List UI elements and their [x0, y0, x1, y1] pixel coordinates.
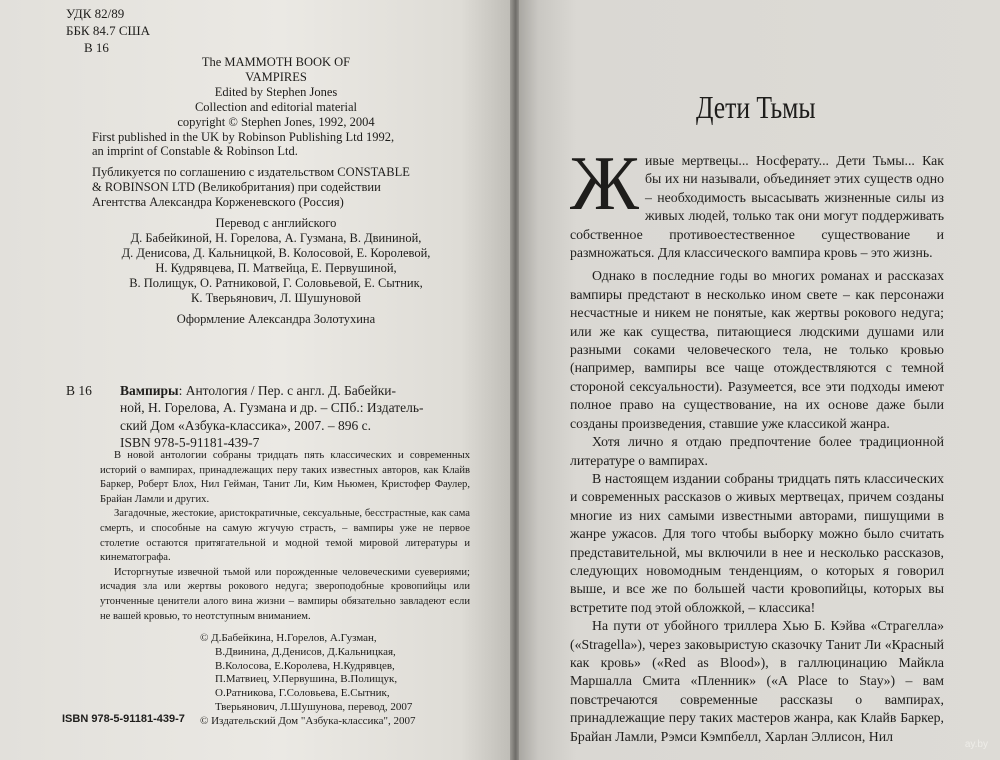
agreement-line: Публикуется по соглашению с издательством CONSTABLE	[92, 165, 410, 180]
translation-line: В. Полищук, О. Ратниковой, Г. Соловьевой, Е. Сытник,	[129, 275, 423, 290]
translation-line: Д. Денисова, Д. Кальницкой, В. Колосовой, Е. Королевой,	[121, 245, 431, 260]
first-published-line: an imprint of Constable & Robinson Ltd.	[92, 144, 298, 159]
watermark: ay.by	[964, 739, 988, 750]
imprint-title-line: Collection and editorial material	[194, 99, 358, 114]
chapter-paragraph: На пути от убойного триллера Хью Б. Кэйва «Страгелла» («Stragella»), через заковыристую сказочку Танит Ли «Красный как кровь» («Red as Blood»), в галлюцинацию Майкла Маршалла Смита «Пленник» («A Place to Stay») – вам повстречаются современные рассказы о вампирах, принадлежащие перу таких мастеров жанра, как Клайв Баркер, Брайан Ламли, Рэмси Кэмпбелл, Харлан Эллисон, Нил	[570, 618, 944, 744]
annotation-paragraph: Исторгнутые извечной тьмой или порожденные человеческими суевериями; исчадия зла или жертвы рокового недуга; звероподобные кровопийцы или утонченные ценители алого вина жизни – вампиры обязательно завладеют если не вашей кровью, то неотступным вниманием.	[100, 566, 470, 622]
catalog-title: Вампиры	[120, 383, 179, 398]
translation-line: Д. Бабейкиной, Н. Горелова, А. Гузмана, В. Двининой,	[130, 230, 422, 245]
chapter-text	[570, 140, 944, 746]
catalog-line: ский Дом «Азбука-классика», 2007. – 896 с.	[120, 417, 371, 433]
translation-line: К. Тверьянович, Л. Шушуновой	[191, 290, 361, 305]
chapter-title: Дети Тьмы	[696, 89, 816, 125]
catalog-entry	[66, 382, 486, 452]
imprint-title-line: The MAMMOTH BOOK OF	[201, 55, 351, 69]
annotation-paragraph: В новой антологии собраны тридцать пять классических и современных историй о вампирах, принадлежащих перу таких известных авторов, как Клайв Баркер, Роберт Блох, Нил Гейман, Танит Ли, Ким Ньюмен, Кристофер Фаулер, Брайан Ламли и других.	[100, 450, 470, 505]
bbk-code: ББК 84.7 США	[66, 23, 151, 38]
catalog-line: : Антология / Пер. с англ. Д. Бабейки-	[178, 383, 396, 398]
copyright-line: В.Двинина, Д.Денисов, Д.Кальницкая,	[215, 645, 396, 658]
annotation-paragraph: Загадочные, жестокие, аристократичные, сексуальные, бесстрастные, как сама смерть, и способные на самую жгучую страсть, – вампиры уже не первое столетие остаются притягательной и модной темой мировой литературы и кинематографа.	[100, 508, 470, 564]
copyright-block	[200, 632, 470, 729]
chapter-paragraph-text: ивые мертвецы... Носферату... Дети Тьмы... Как бы их ни называли, объединяет этих существ одно – необходимость высасывать жизненные силы из живых людей, только так они могут поддерживать собственное противоестественное существование и размножаться. Для классического вампира кровь – это жизнь.	[570, 153, 944, 261]
agreement-line: & ROBINSON LTD (Великобритания) при содействии	[92, 180, 381, 195]
catalog-isbn: ISBN 978-5-91181-439-7	[120, 435, 260, 451]
imprint-title-line: VAMPIRES	[245, 69, 307, 84]
chapter-paragraph: В настоящем издании собраны тридцать пять классических и современных рассказов о живых мертвецах, причем созданы многие из них самыми известными авторами, пишущими в жанре ужасов. Для того чтобы выборку можно было считать представительной, мы включили в нее и несколько рассказов, следующих новомодным тенденциям, о которых я говорил выше, и все же по большей части кровопийцы, которых вы встретите под этой обложкой, – классика!	[570, 470, 944, 615]
author-mark: В 16	[84, 40, 109, 55]
catalog-line: ной, Н. Горелова, А. Гузмана и др. – СПб.: Издатель-	[120, 400, 424, 416]
chapter-paragraph	[570, 140, 944, 262]
imprint-title-line: Edited by Stephen Jones	[214, 84, 338, 99]
translation-line: Перевод с английского	[215, 216, 337, 231]
annotation	[100, 449, 470, 624]
imprint-title-line: copyright © Stephen Jones, 1992, 2004	[177, 114, 375, 129]
first-published-line: First published in the UK by Robinson Publishing Ltd 1992,	[92, 129, 395, 144]
chapter-paragraph: Однако в последние годы во многих романах и рассказах вампиры предстают в несколько ином свете – как персонажи несчастные и никем не понятые, как жертвы рокового недуга; или же как существа, питающиеся людскими душами или разными соками человеческого тела, не только кровью (например, вампиры все чаще отождествляются с темной стороной сексуальности). Разумеется, все эти подходы имеют полное право на существование, на их основе даже были созданы произведения, ставшие уже классикой жанра.	[570, 268, 944, 431]
translation-line: Н. Кудрявцева, П. Матвейца, Е. Первушиной,	[155, 260, 397, 275]
udk-code: УДК 82/89	[66, 6, 125, 21]
copyright-line: Тверьянович, Л.Шушунова, перевод, 2007	[215, 700, 413, 713]
udk-block	[66, 5, 150, 56]
copyright-line: © Издательский Дом "Азбука-классика", 2007	[200, 714, 416, 727]
copyright-line: П.Матвиец, У.Первушина, В.Полищук,	[215, 673, 398, 686]
copyright-line: В.Колосова, Е.Королева, Н.Кудрявцев,	[215, 659, 395, 672]
design-credit: Оформление Александра Золотухина	[176, 311, 376, 326]
chapter-paragraph: Хотя лично я отдаю предпочтение более традиционной литературе о вампирах.	[570, 434, 944, 468]
agreement-line: Агентства Александра Корженевского (Россия)	[92, 195, 344, 210]
isbn-footer: ISBN 978-5-91181-439-7	[62, 713, 185, 725]
catalog-code: В 16	[66, 383, 92, 398]
copyright-line: © Д.Бабейкина, Н.Горелов, А.Гузман,	[200, 632, 377, 644]
imprint-block	[92, 55, 460, 326]
copyright-line: О.Ратникова, Г.Соловьева, Е.Сытник,	[215, 687, 390, 700]
drop-cap: Ж	[570, 140, 639, 226]
